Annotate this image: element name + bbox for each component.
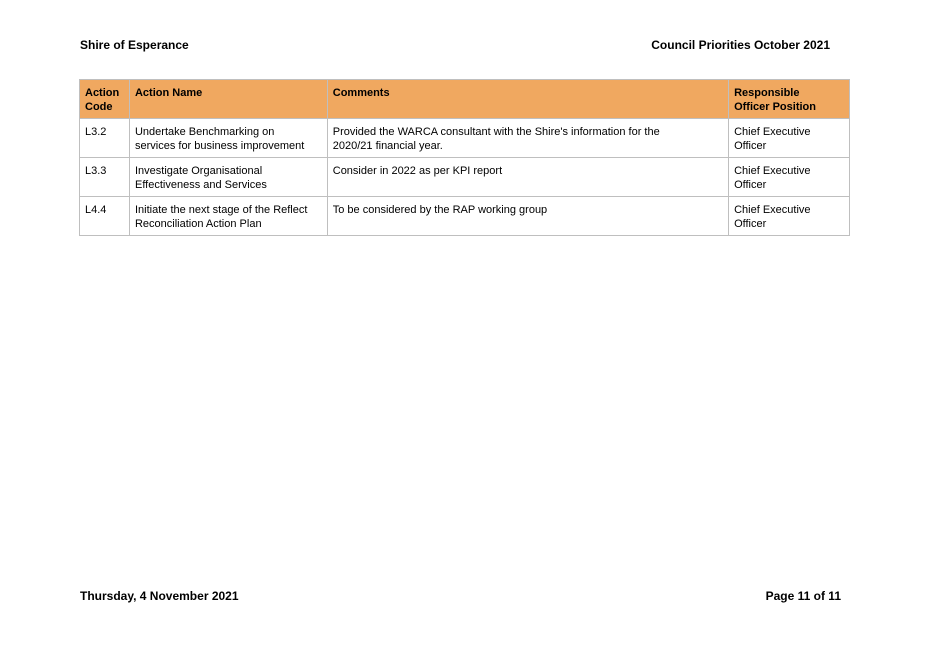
comments-line1: Consider in 2022 as per KPI report: [332, 165, 503, 177]
officer-line2: Officer: [734, 218, 767, 230]
header-comments: Comments: [327, 80, 728, 119]
action-name-line1: Investigate Organisational: [134, 165, 263, 177]
comments-line1: Provided the WARCA consultant with the Shire's information for the: [332, 126, 660, 138]
footer-date: Thursday, 4 November 2021: [80, 589, 239, 603]
action-name-line1: Initiate the next stage of the Reflect: [134, 204, 308, 216]
action-name-line1: Undertake Benchmarking on: [134, 126, 275, 138]
organisation-name: Shire of Esperance: [80, 38, 189, 52]
cell-action-code: L4.4: [80, 197, 130, 236]
action-name-line2: Reconciliation Action Plan: [134, 218, 262, 230]
header-responsible-officer: [729, 80, 850, 119]
cell-action-name: [129, 197, 327, 236]
cell-comments: [327, 197, 728, 236]
table-header-row: [80, 80, 850, 119]
cell-action-name: [129, 158, 327, 197]
cell-action-code: L3.2: [80, 119, 130, 158]
cell-comments: [327, 119, 728, 158]
cell-action-name: [129, 119, 327, 158]
comments-line1: To be considered by the RAP working group: [332, 204, 548, 216]
header-officer-line1: Responsible: [734, 87, 800, 99]
officer-line1: Chief Executive: [734, 165, 811, 177]
header-officer-line2: Officer Position: [734, 101, 816, 113]
officer-line2: Officer: [734, 140, 767, 152]
officer-line2: Officer: [734, 179, 767, 191]
cell-responsible-officer: [729, 197, 850, 236]
cell-comments: [327, 158, 728, 197]
officer-line1: Chief Executive: [734, 126, 811, 138]
cell-responsible-officer: [729, 158, 850, 197]
header-action-code: [80, 80, 130, 119]
header-action-code-line1: Action: [85, 87, 120, 99]
table-row: [80, 158, 850, 197]
header-action-name: Action Name: [129, 80, 327, 119]
page-number: Page 11 of 11: [765, 589, 841, 603]
action-name-line2: Effectiveness and Services: [134, 179, 267, 191]
comments-line2: 2020/21 financial year.: [332, 140, 443, 152]
officer-line1: Chief Executive: [734, 204, 811, 216]
table-row: [80, 119, 850, 158]
action-name-line2: services for business improvement: [134, 140, 305, 152]
report-title: Council Priorities October 2021: [651, 38, 830, 52]
council-priorities-table: [79, 79, 850, 236]
table-row: [80, 197, 850, 236]
header-action-code-line2: Code: [85, 101, 113, 113]
cell-responsible-officer: [729, 119, 850, 158]
cell-action-code: L3.3: [80, 158, 130, 197]
